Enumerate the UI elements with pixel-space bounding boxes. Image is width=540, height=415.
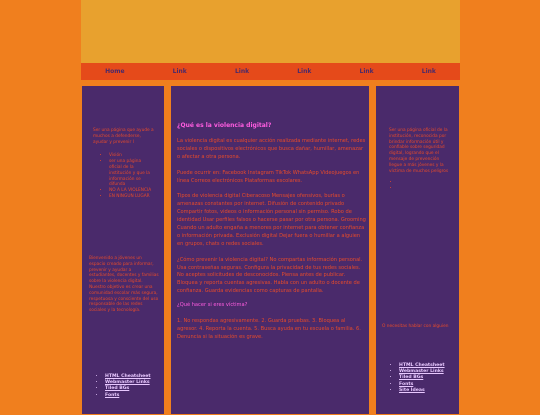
right-help-text: O necesitas hablar con alguien [382,324,449,329]
nav-link-3[interactable]: Link [297,68,312,75]
link-fonts[interactable]: Fonts [105,392,120,398]
nav-link-1[interactable]: Link [172,68,187,75]
nav-link-5[interactable]: Link [421,68,436,75]
top-navigation [81,63,460,80]
link-webmaster-links[interactable]: Webmaster Links [105,380,150,386]
link-tiled-bgs[interactable]: Tiled BGs [399,375,424,381]
nav-link-4[interactable]: Link [359,68,374,75]
victim-steps-paragraph: 1. No respondas agresivamente. 2. Guarda pruebas. 3. Bloquea al agresor. 4. Reporta la cuenta. 5. Busca ayuda en tu escuela o familia. 6. Denuncia si la situación es grave. [177,318,361,340]
left-intro-text: Ser una página que ayude a muchos a defenderse, ayudar y prevenir l [93,128,154,145]
right-sidebar [375,85,460,415]
left-links-list [89,374,177,399]
prevention-paragraph: ¿Cómo prevenir la violencia digital? No compartas información personal. Usa contraseñas seguras. Configura la privacidad de tus redes sociales. No aceptes solicitudes de desconocidos. Piensa antes de publicar. Bloquea y reporta cuentas agresivas. Habla con un adulto o docente de confianza. Guarda evidencias como capturas de pantalla. [177,256,363,295]
right-vision-text: Ser una página oficial de la institución, reconocida por brindar información útil y confiable sobre seguridad digital, logrando que el mensaje de prevención llegue a más jóvenes y la víctima de muchos peligros [389,128,449,174]
nav-link-2[interactable]: Link [234,68,250,75]
section-title: ¿Qué es la violencia digital? [177,122,272,129]
left-welcome-text: Bienvenido a jóvenes un espacio creado para informar, prevenir y ayudar a estudiantes, docentes y familias sobre la violencia digital. Nuestro objetivo es crear una comunidad escolar más segura, respetuosa y consciente del uso responsable de las redes sociales y la tecnología. [89,256,159,314]
nav-link-home[interactable]: Home [105,68,125,75]
link-html-cheatsheet[interactable]: HTML Cheatsheet [105,374,151,379]
link-html-cheatsheet[interactable]: HTML Cheatsheet [399,363,445,368]
link-site-ideas[interactable]: Site Ideas [399,387,425,393]
header-banner [81,0,460,63]
definition-paragraph: La violencia digital es cualquier acción realizada mediante internet, redes sociales o dispositivos electrónicos que busca dañar, humillar, amenazar o afectar a otra persona. [177,138,366,160]
list-item: • ser una página oficial de la institución y que la información se difunda [109,159,155,188]
right-bullet-list [389,180,451,192]
right-links-list [383,363,473,394]
list-item [399,186,451,192]
list-item: • EN NINGUN LUGAR [109,194,155,200]
main-content [170,85,370,415]
list-item: • Visión [109,153,155,159]
link-tiled-bgs[interactable]: Tiled BGs [105,386,130,392]
left-vision-list [93,153,155,199]
victim-question: ¿Qué hacer si eres víctima? [177,302,248,309]
link-fonts[interactable]: Fonts [399,381,414,387]
page [81,0,460,405]
platforms-paragraph: Puede ocurrir en: Facebook Instagram TikTok WhatsApp Videojuegos en línea Correos electrónicos Plataformas escolares. [177,169,360,184]
link-webmaster-links[interactable]: Webmaster Links [399,369,444,375]
left-sidebar [81,85,165,415]
types-paragraph: Tipos de violencia digital Ciberacoso Mensajes ofensivos, burlas o amenazas constantes por internet. Difusión de contenido privado Compartir fotos, videos o información personal sin permiso. Robo de identidad Usar perfiles falsos o hacerse pasar por otra persona. Grooming Cuando un adulto engaña a menores por internet para obtener confianza o información privada. Exclusión digital Dejar fuera o humillar a alguien en grupos, chats o redes sociales. [177,193,366,247]
list-item: • NO A LA VIOLENCIA [109,188,155,194]
